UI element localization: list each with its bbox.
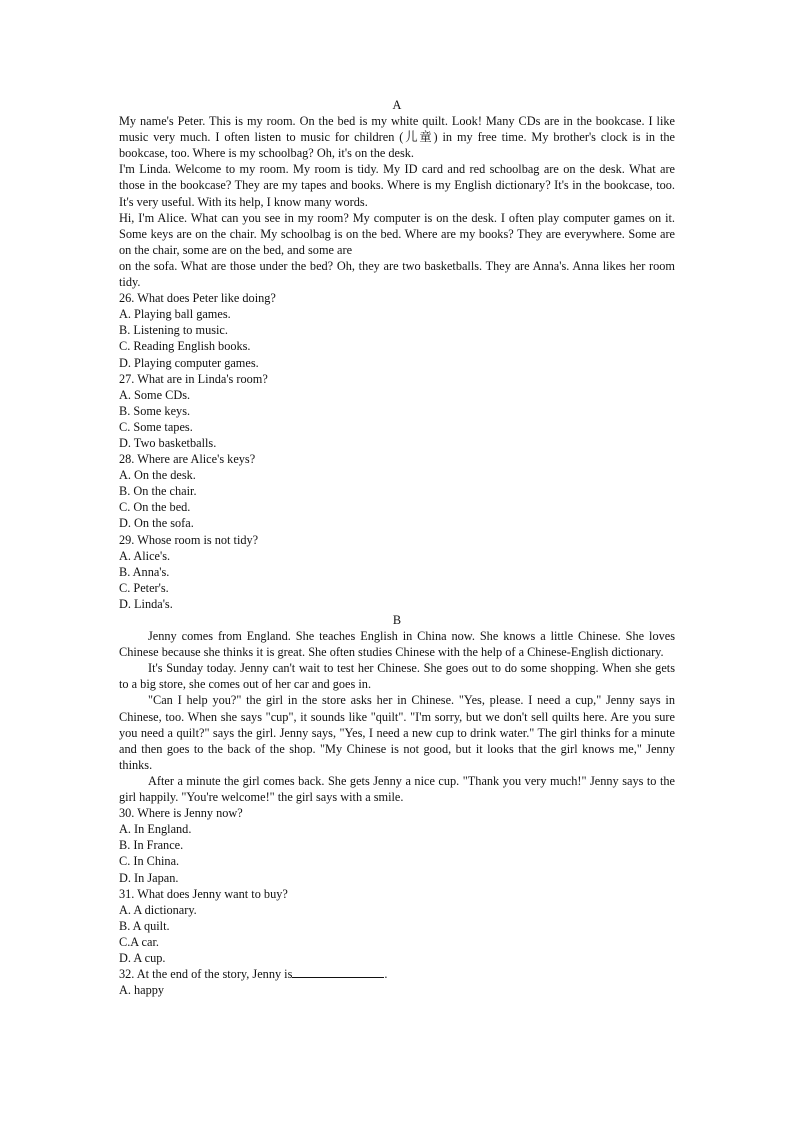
option: C. Reading English books. — [119, 339, 251, 354]
question-26: 26. What does Peter like doing? — [119, 291, 276, 306]
option: D. In Japan. — [119, 870, 179, 885]
passage-b-paragraph: Jenny comes from England. She teaches English in China now. She knows a little Chinese. She loves Chinese because she thinks it is great. She often studies Chinese with the help of a Chinese-English dictionary. — [119, 629, 675, 660]
option: D. Two basketballs. — [119, 435, 217, 450]
question-28: 28. Where are Alice's keys? — [119, 452, 256, 467]
option: A. A dictionary. — [119, 902, 197, 917]
passage-a-paragraph: on the sofa. What are those under the bed? Oh, they are two basketballs. They are Anna's. Anna likes her room tidy. — [119, 258, 675, 290]
option: C.A car. — [119, 934, 159, 949]
option: D. A cup. — [119, 950, 166, 965]
section-b-heading: B — [392, 613, 402, 627]
section-a-heading: A — [392, 98, 402, 112]
option: C. Some tapes. — [119, 419, 193, 434]
option: C. Peter's. — [119, 580, 169, 595]
question-32-suffix: . — [384, 967, 388, 982]
option: D. Linda's. — [119, 596, 173, 611]
passage-a-paragraph: Hi, I'm Alice. What can you see in my room? My computer is on the desk. I often play computer games on it. Some keys are on the chair. My schoolbag is on the bed. Where are my books? They are everywhere. Some are on the chair, some are on the bed, and some are — [119, 210, 675, 257]
question-27: 27. What are in Linda's room? — [119, 371, 268, 386]
option: B. A quilt. — [119, 918, 170, 933]
option: B. In France. — [119, 838, 184, 853]
passage-b-paragraph: It's Sunday today. Jenny can't wait to test her Chinese. She goes out to do some shopping. When she gets to a big store, she comes out of her car and goes in. — [119, 661, 675, 692]
question-30: 30. Where is Jenny now? — [119, 806, 243, 821]
option: B. Some keys. — [119, 403, 191, 418]
option: A. On the desk. — [119, 468, 196, 483]
option: A. Alice's. — [119, 548, 171, 563]
option: A. Some CDs. — [119, 387, 191, 402]
option: A. In England. — [119, 822, 192, 837]
passage-b-paragraph: "Can I help you?" the girl in the store asks her in Chinese. "Yes, please. I need a cup," Jenny says in Chinese, too. When she says "cup", it sounds like "quilt". "I'm sorry, but we don't sell quilts here. Are you sure you need a quilt?" says the girl. Jenny says, "Yes, I need a new cup to drink water." The girl thinks for a minute and then goes to the back of the shop. "My Chinese is not good, but it looks that the girl knows me," Jenny thinks. — [119, 693, 675, 772]
option: A. happy — [119, 983, 165, 998]
option: B. Listening to music. — [119, 323, 228, 338]
option: B. On the chair. — [119, 484, 197, 499]
answer-blank[interactable] — [292, 966, 384, 978]
option: D. On the sofa. — [119, 516, 194, 531]
question-32 — [119, 966, 675, 982]
passage-a-paragraph: My name's Peter. This is my room. On the bed is my white quilt. Look! Many CDs are in the bookcase. I like music very much. I often listen to music for children (儿童) in my free time. My brother's clock is in the bookcase, too. Where is my schoolbag? Oh, it's on the desk. — [119, 114, 675, 161]
question-32-prefix: 32. At the end of the story, Jenny is — [119, 967, 293, 982]
option: C. On the bed. — [119, 500, 191, 515]
option: D. Playing computer games. — [119, 355, 259, 370]
question-29: 29. Whose room is not tidy? — [119, 532, 259, 547]
passage-b-paragraph: After a minute the girl comes back. She gets Jenny a nice cup. "Thank you very much!" Jenny says to the girl happily. "You're welcome!" the girl says with a smile. — [119, 773, 675, 805]
question-31: 31. What does Jenny want to buy? — [119, 886, 288, 901]
option: C. In China. — [119, 854, 180, 869]
option: A. Playing ball games. — [119, 307, 231, 322]
passage-a-paragraph: I'm Linda. Welcome to my room. My room is tidy. My ID card and red schoolbag are on the desk. What are those in the bookcase? They are my tapes and books. Where is my English dictionary? It's in the bookcase, too. It's very useful. With its help, I know many words. — [119, 162, 675, 209]
option: B. Anna's. — [119, 564, 170, 579]
